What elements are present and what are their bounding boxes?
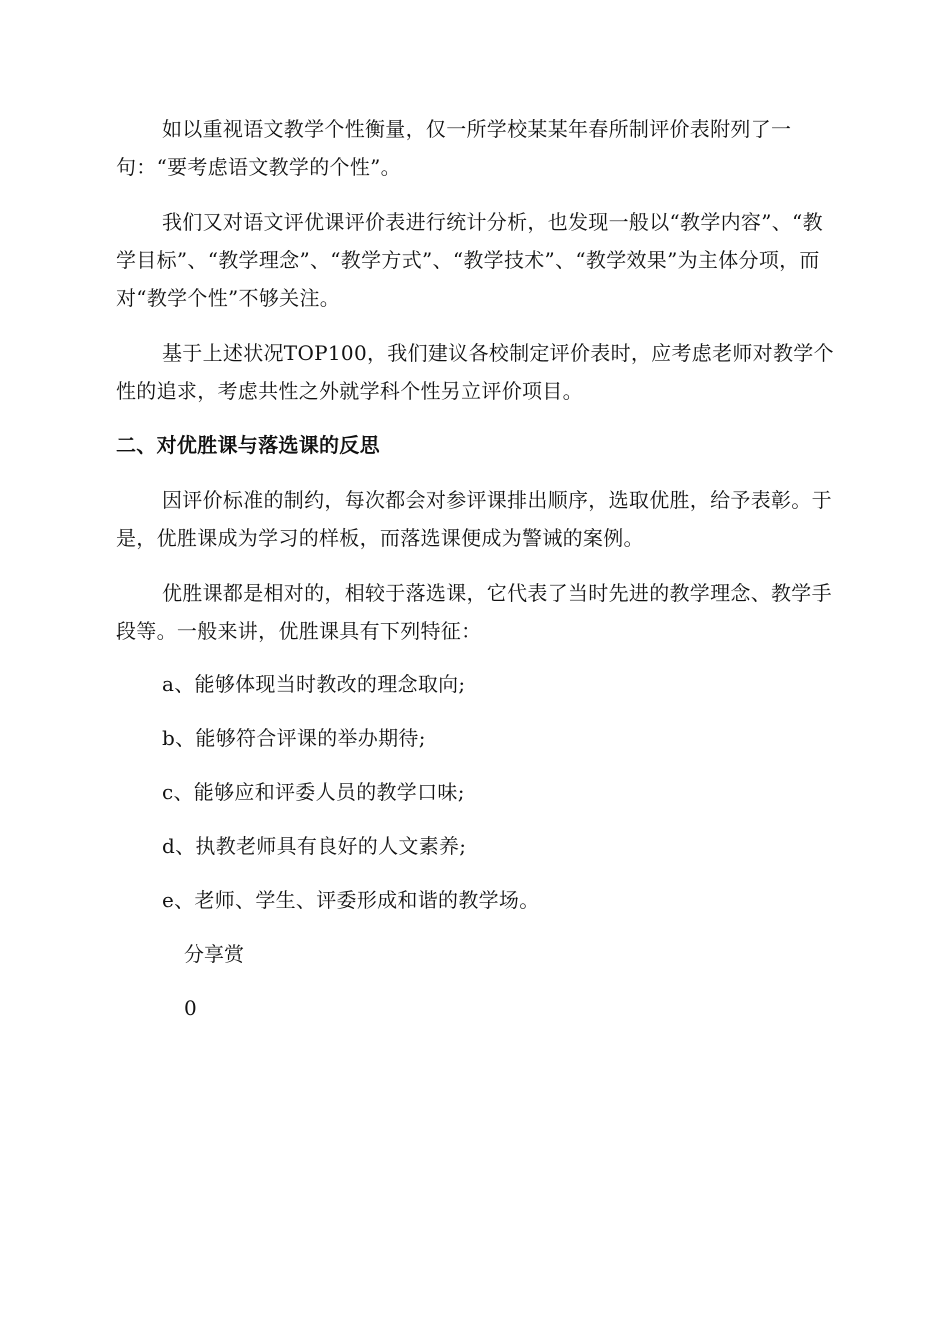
paragraph-1: 如以重视语文教学个性衡量，仅一所学校某某年春所制评价表附列了一句：“要考虑语文教学的个性”。 [116, 117, 792, 179]
feature-item-c: c、能够应和评委人员的教学口味; [162, 780, 465, 804]
feature-item-e: e、老师、学生、评委形成和谐的教学场。 [162, 888, 540, 912]
feature-item-b: b、能够符合评课的举办期待; [162, 726, 426, 750]
paragraph-5: 优胜课都是相对的，相较于落选课，它代表了当时先进的教学理念、教学手段等。一般来讲，优胜课具有下列特征： [116, 581, 832, 643]
section-heading: 二、对优胜课与落选课的反思 [116, 433, 380, 457]
feature-item-a: a、能够体现当时教改的理念取向; [162, 672, 466, 696]
paragraph-4: 因评价标准的制约，每次都会对参评课排出顺序，选取优胜，给予表彰。于是，优胜课成为学习的样板，而落选课便成为警诫的案例。 [116, 488, 832, 550]
share-count: 0 [184, 996, 197, 1020]
paragraph-2: 我们又对语文评优课评价表进行统计分析，也发现一般以“教学内容”、“教学目标”、“教学理念”、“教学方式”、“教学技术”、“教学效果”为主体分项，而对“教学个性”不够关注。 [116, 210, 823, 310]
feature-item-d: d、执教老师具有良好的人文素养; [162, 834, 467, 858]
paragraph-3: 基于上述状况TOP100，我们建议各校制定评价表时，应考虑老师对教学个性的追求，考虑共性之外就学科个性另立评价项目。 [116, 341, 834, 403]
share-label[interactable]: 分享赏 [184, 942, 244, 966]
